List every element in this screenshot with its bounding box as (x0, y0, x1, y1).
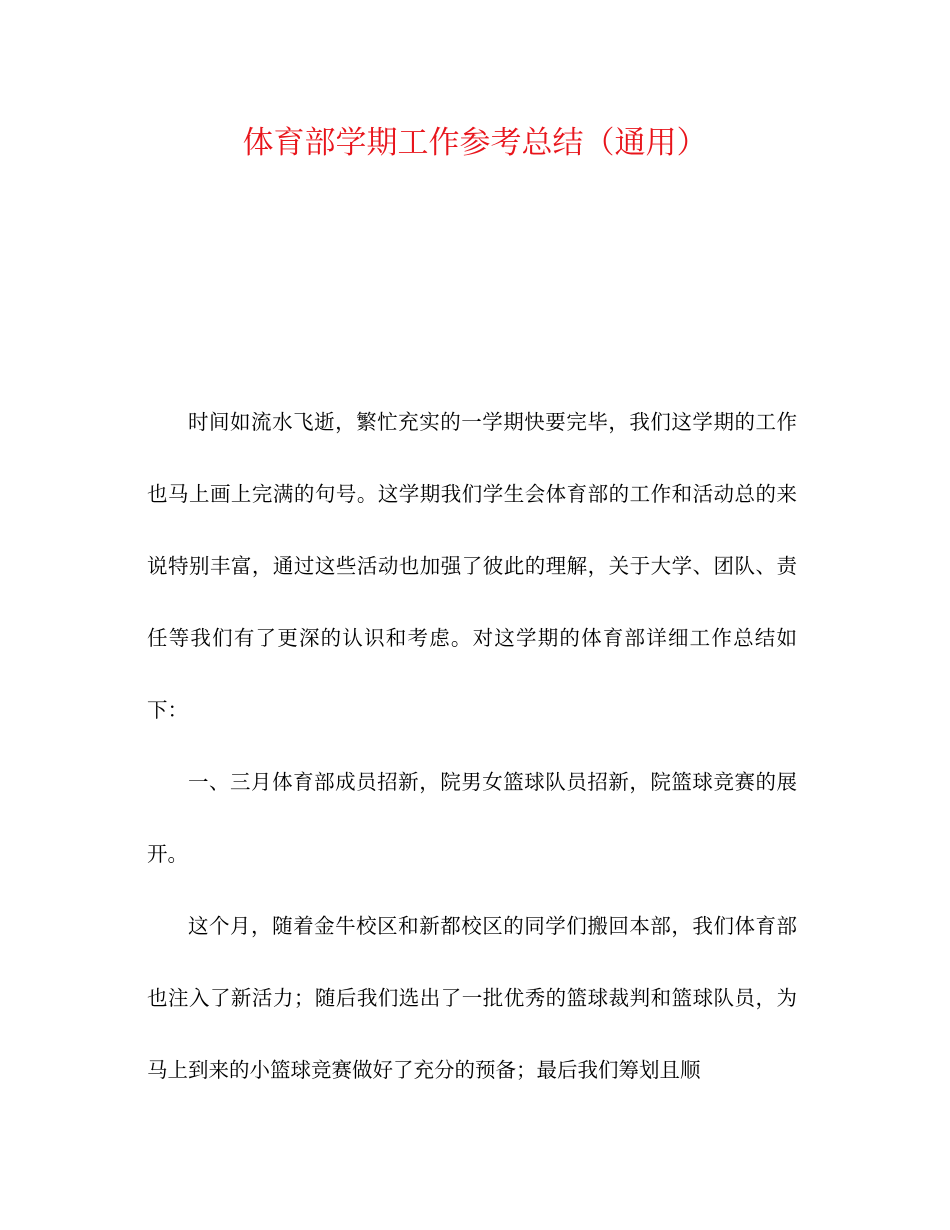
document-body (147, 386, 797, 1106)
paragraph-section-1-body: 这个月，随着金牛校区和新都校区的同学们搬回本部，我们体育部也注入了新活力；随后我们选出了一批优秀的篮球裁判和篮球队员，为马上到来的小篮球竞赛做好了充分的预备；最后我们筹划且顺 (147, 914, 797, 1082)
document-title: 体育部学期工作参考总结（通用） (242, 125, 708, 161)
paragraph-section-1-heading: 一、三月体育部成员招新，院男女篮球队员招新，院篮球竞赛的展开。 (147, 770, 797, 866)
paragraph-intro: 时间如流水飞逝，繁忙充实的一学期快要完毕，我们这学期的工作也马上画上完满的句号。这学期我们学生会体育部的工作和活动总的来说特别丰富，通过这些活动也加强了彼此的理解，关于大学、团队、责任等我们有了更深的认识和考虑。对这学期的体育部详细工作总结如下： (147, 410, 797, 722)
